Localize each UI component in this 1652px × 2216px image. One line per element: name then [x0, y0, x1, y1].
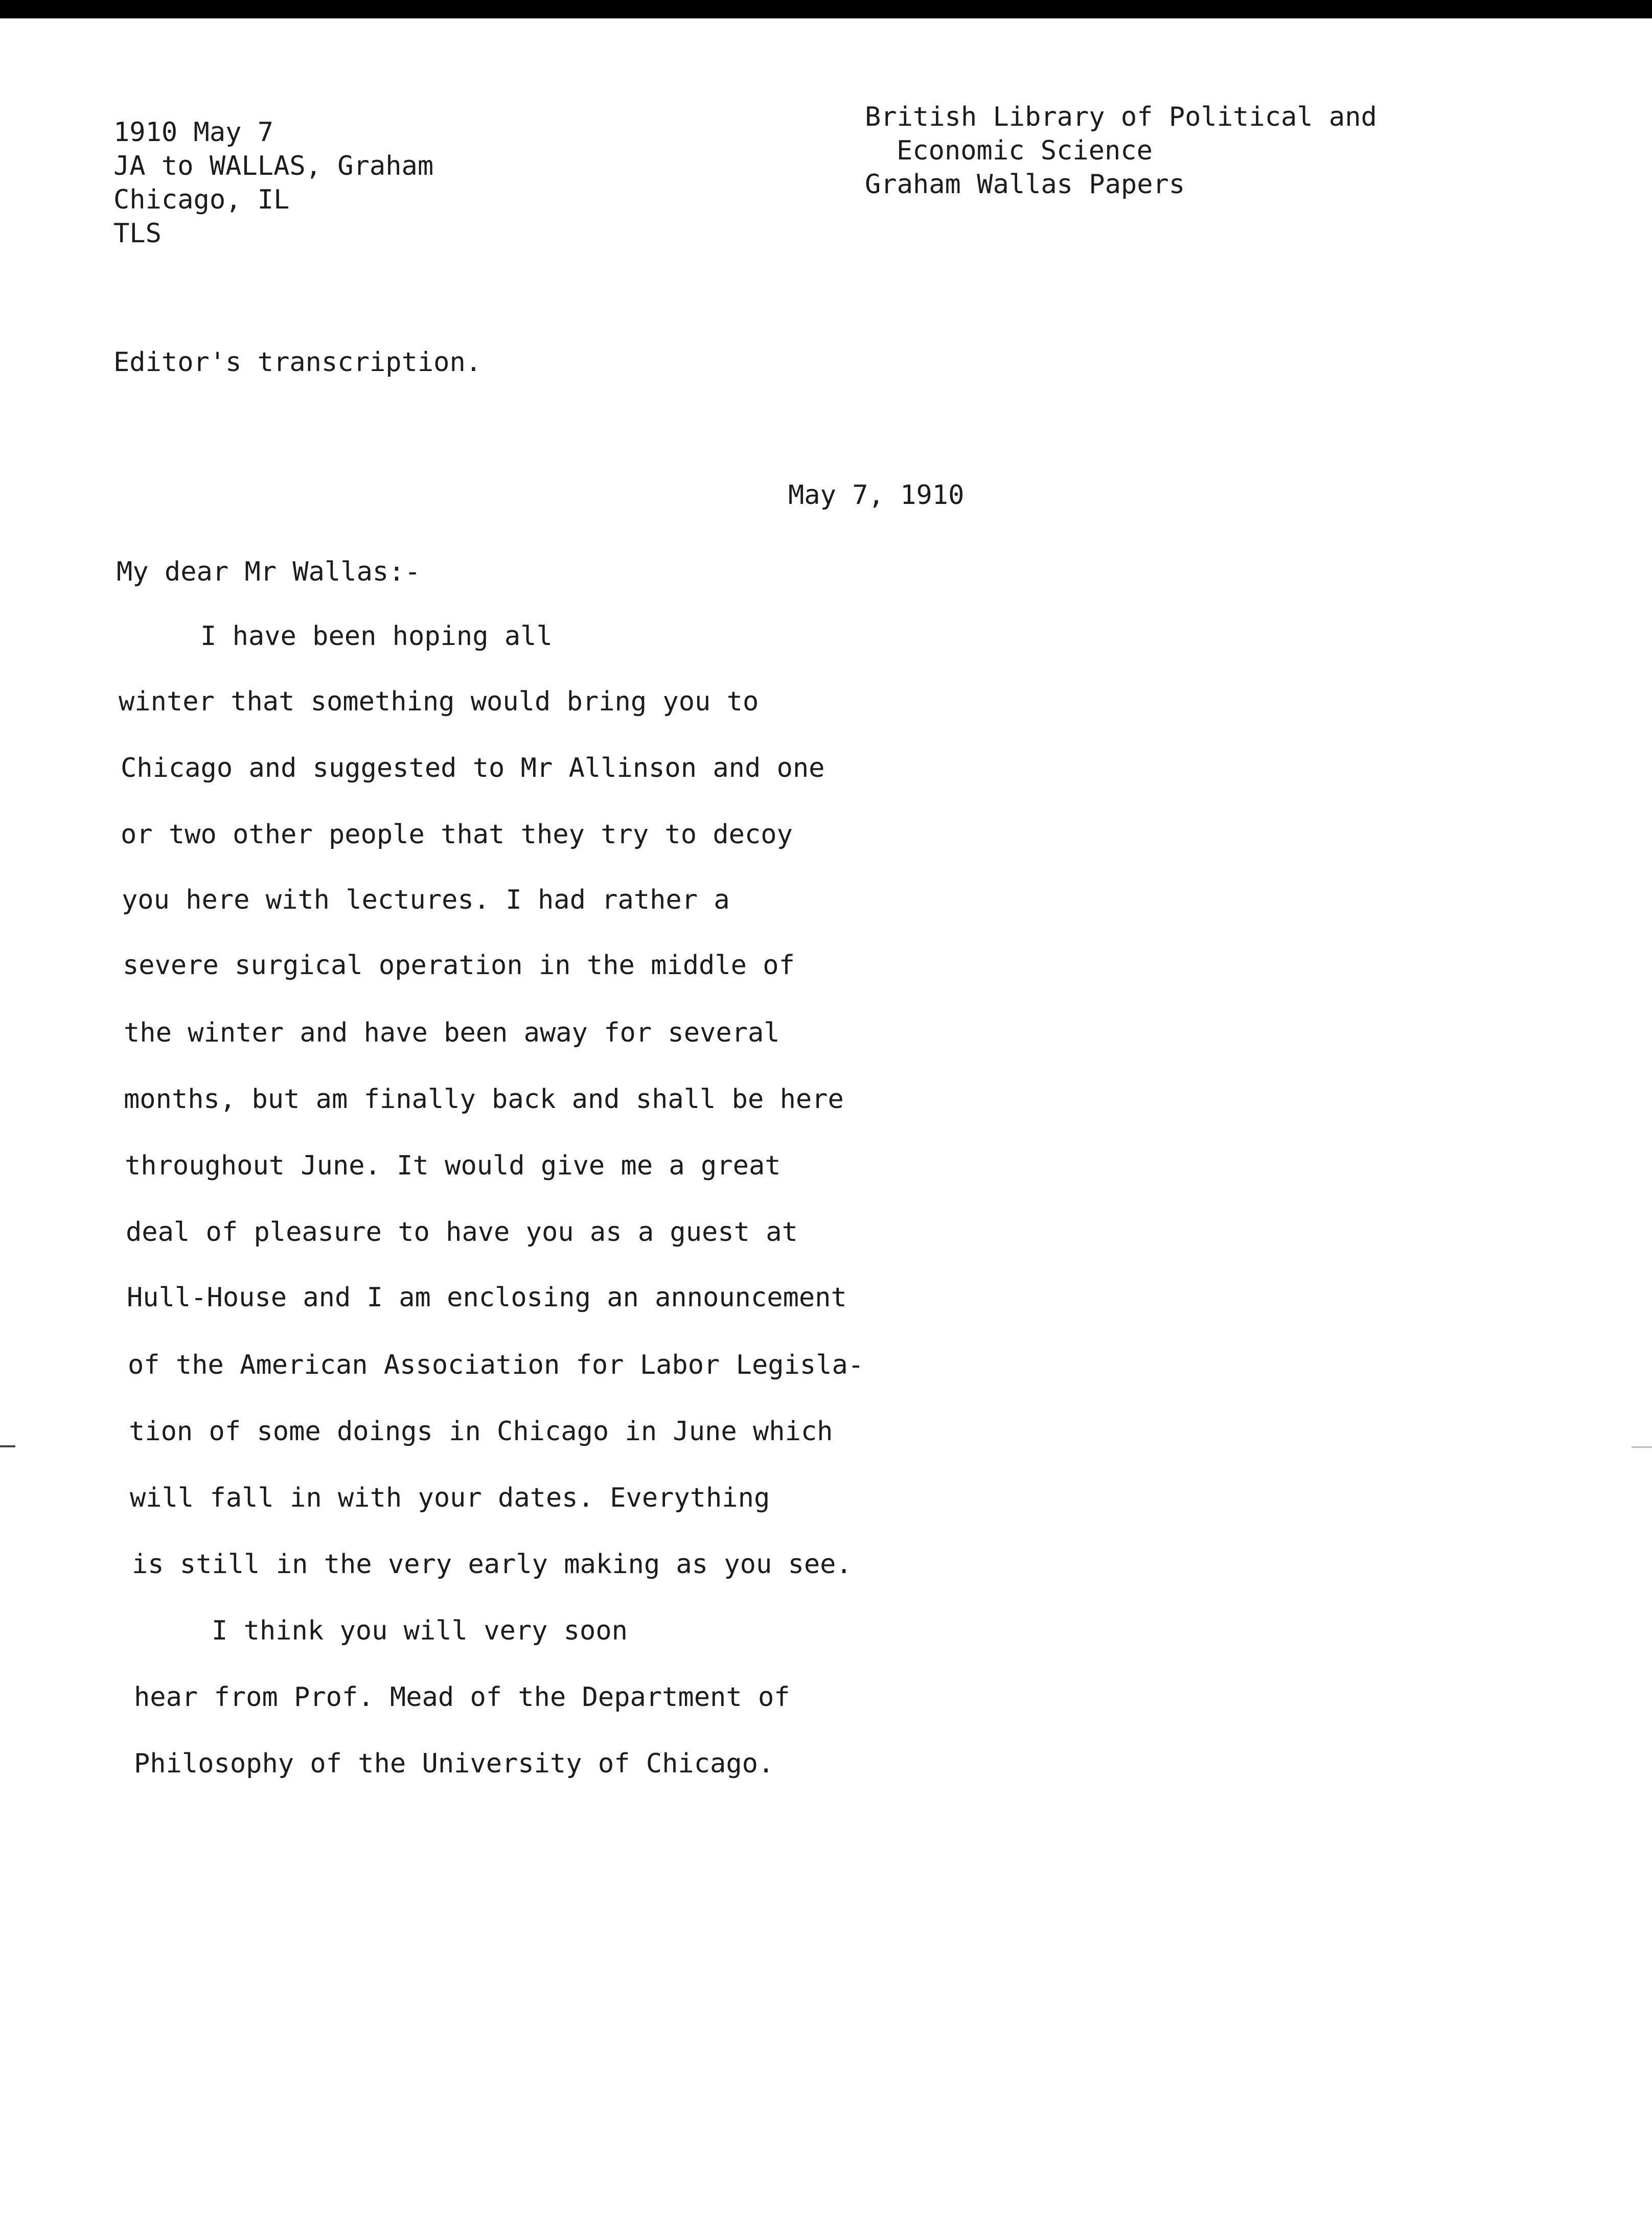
- header-correspondents: JA to WALLAS, Graham: [113, 151, 434, 181]
- body-line: deal of pleasure to have you as a guest at: [126, 1217, 798, 1248]
- body-line: or two other people that they try to decoy: [121, 819, 793, 850]
- body-line: you here with lectures. I had rather a: [122, 885, 730, 915]
- archive-header-right: [865, 101, 1377, 202]
- archive-header-left: [113, 117, 433, 251]
- header-date: 1910 May 7: [113, 117, 274, 148]
- body-line: I have been hoping all: [200, 621, 553, 652]
- body-line: Philosophy of the University of Chicago.: [134, 1748, 774, 1779]
- repository-line-1: British Library of Political and: [865, 102, 1377, 132]
- body-line: severe surgical operation in the middle of: [123, 950, 795, 981]
- editor-note: Editor's transcription.: [113, 347, 482, 378]
- scan-margin-mark: [1632, 1446, 1652, 1448]
- body-line: of the American Association for Labor Legisla-: [128, 1350, 864, 1380]
- body-line: Chicago and suggested to Mr Allinson and one: [121, 753, 825, 783]
- body-line: the winter and have been away for several: [124, 1018, 780, 1048]
- salutation: My dear Mr Wallas:-: [117, 557, 421, 587]
- header-place: Chicago, IL: [113, 184, 290, 215]
- body-line: will fall in with your dates. Everything: [130, 1483, 770, 1513]
- body-line: Hull-House and I am enclosing an announcement: [127, 1282, 847, 1313]
- body-line: winter that something would bring you to: [119, 686, 759, 717]
- body-line: is still in the very early making as you see.: [132, 1549, 852, 1580]
- letter-page: [0, 18, 1652, 2216]
- body-line: throughout June. It would give me a great: [125, 1150, 781, 1181]
- header-doc-type: TLS: [113, 218, 162, 249]
- letter-date: May 7, 1910: [788, 480, 965, 511]
- body-line: hear from Prof. Mead of the Department of: [134, 1682, 790, 1713]
- body-line: I think you will very soon: [212, 1615, 628, 1646]
- collection-name: Graham Wallas Papers: [865, 169, 1185, 200]
- body-line: months, but am finally back and shall be here: [124, 1084, 844, 1115]
- body-line: tion of some doings in Chicago in June which: [129, 1416, 833, 1447]
- repository-line-2: Economic Science: [897, 135, 1153, 166]
- scan-margin-mark: [0, 1445, 15, 1447]
